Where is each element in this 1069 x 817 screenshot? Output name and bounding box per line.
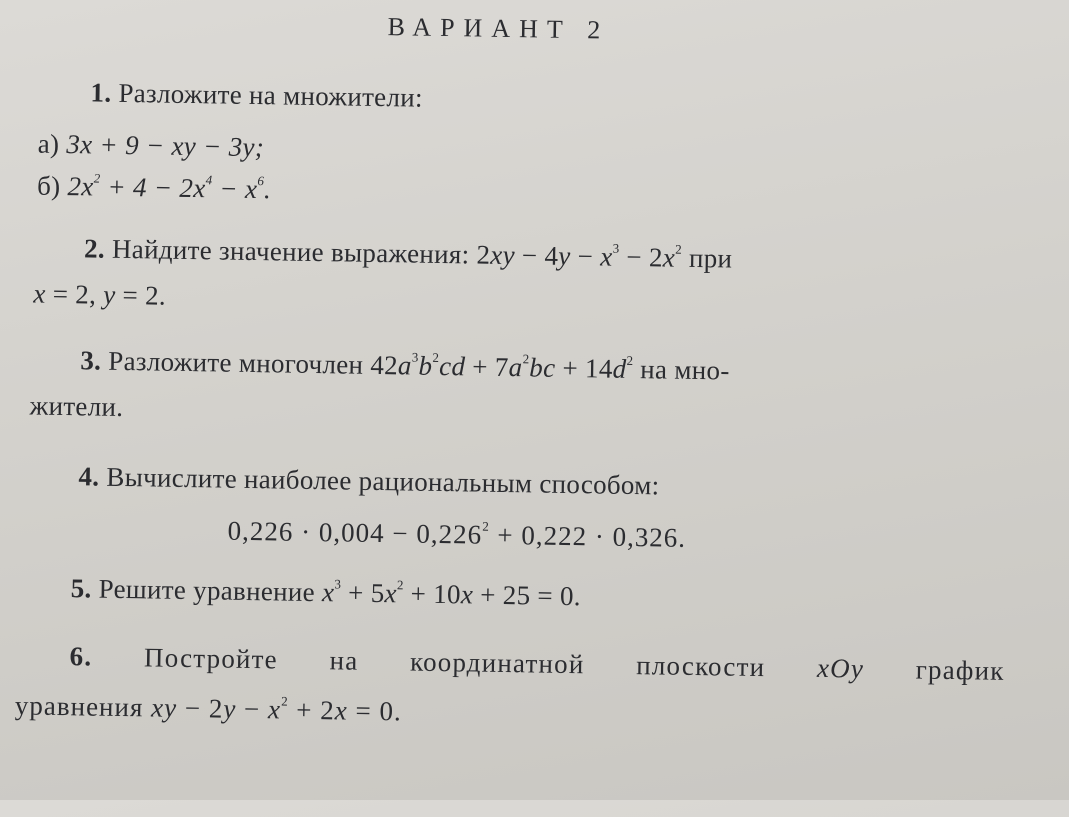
- task-6-line-2-text: уравнения: [14, 690, 144, 723]
- task-6-line-2: [15, 690, 402, 727]
- task-4-text: Вычислите наиболее рациональным способом:: [106, 461, 660, 501]
- task-1b: [37, 171, 272, 206]
- task-2-expression: $2xy - 4y - x^3 - 2x^2$: [476, 239, 683, 273]
- task-6-word: на: [329, 645, 359, 676]
- task-2-number: 2.: [83, 233, 106, 264]
- task-3-number: 3.: [80, 345, 102, 376]
- task-6-word: график: [915, 654, 1005, 686]
- task-4-expression: $0,226 \cdot 0,004 - 0,226^2 + 0,222 \cdot 0,326$.: [227, 515, 687, 553]
- task-2-text: Найдите значение выражения:: [111, 233, 470, 270]
- task-1b-label: б): [36, 170, 61, 201]
- task-2-line-1: [84, 233, 733, 274]
- task-3-expression: $42a^3b^2cd + 7a^2bc + 14d^2$: [370, 349, 634, 384]
- task-6-line-1: [69, 641, 1004, 687]
- task-2-line-2: x = 2, y = 2.: [33, 278, 167, 311]
- task-6-word: координатной: [409, 646, 585, 680]
- task-6-word: xOy: [816, 652, 865, 684]
- task-3-line-2: жители.: [29, 390, 124, 422]
- task-1b-expression: $2x^2 + 4 - 2x^4 - x^6$.: [67, 170, 272, 205]
- task-4-number: 4.: [78, 461, 100, 492]
- task-1-text: Разложите на множители:: [118, 77, 424, 113]
- task-5-expression: $x^3 + 5x^2 + 10x + 25 = 0$.: [321, 576, 582, 612]
- task-1a-label: а): [37, 128, 60, 159]
- task-1-heading: [90, 77, 423, 113]
- task-1a: [37, 129, 264, 164]
- task-3-line-1: [80, 345, 730, 386]
- task-6-expression: xy − $2y - x^2 + 2x = 0$.: [150, 692, 402, 727]
- task-3-tail: на мно-: [640, 354, 730, 386]
- task-5-text: Решите уравнение: [98, 573, 316, 608]
- task-4-heading: [78, 461, 659, 501]
- task-2-tail: при: [688, 242, 733, 274]
- task-5-number: 5.: [70, 573, 92, 604]
- task-6-word: плоскости: [636, 650, 766, 683]
- task-3-text: Разложите многочлен: [108, 345, 364, 380]
- task-5-line: [71, 573, 582, 612]
- variant-title: ВАРИАНТ 2: [387, 12, 610, 45]
- task-1a-expression: 3x + 9 − xy − 3y;: [66, 129, 265, 163]
- task-6-word: Постройте: [143, 642, 279, 675]
- task-1-number: 1.: [90, 77, 112, 108]
- task-6-number: 6.: [69, 641, 93, 672]
